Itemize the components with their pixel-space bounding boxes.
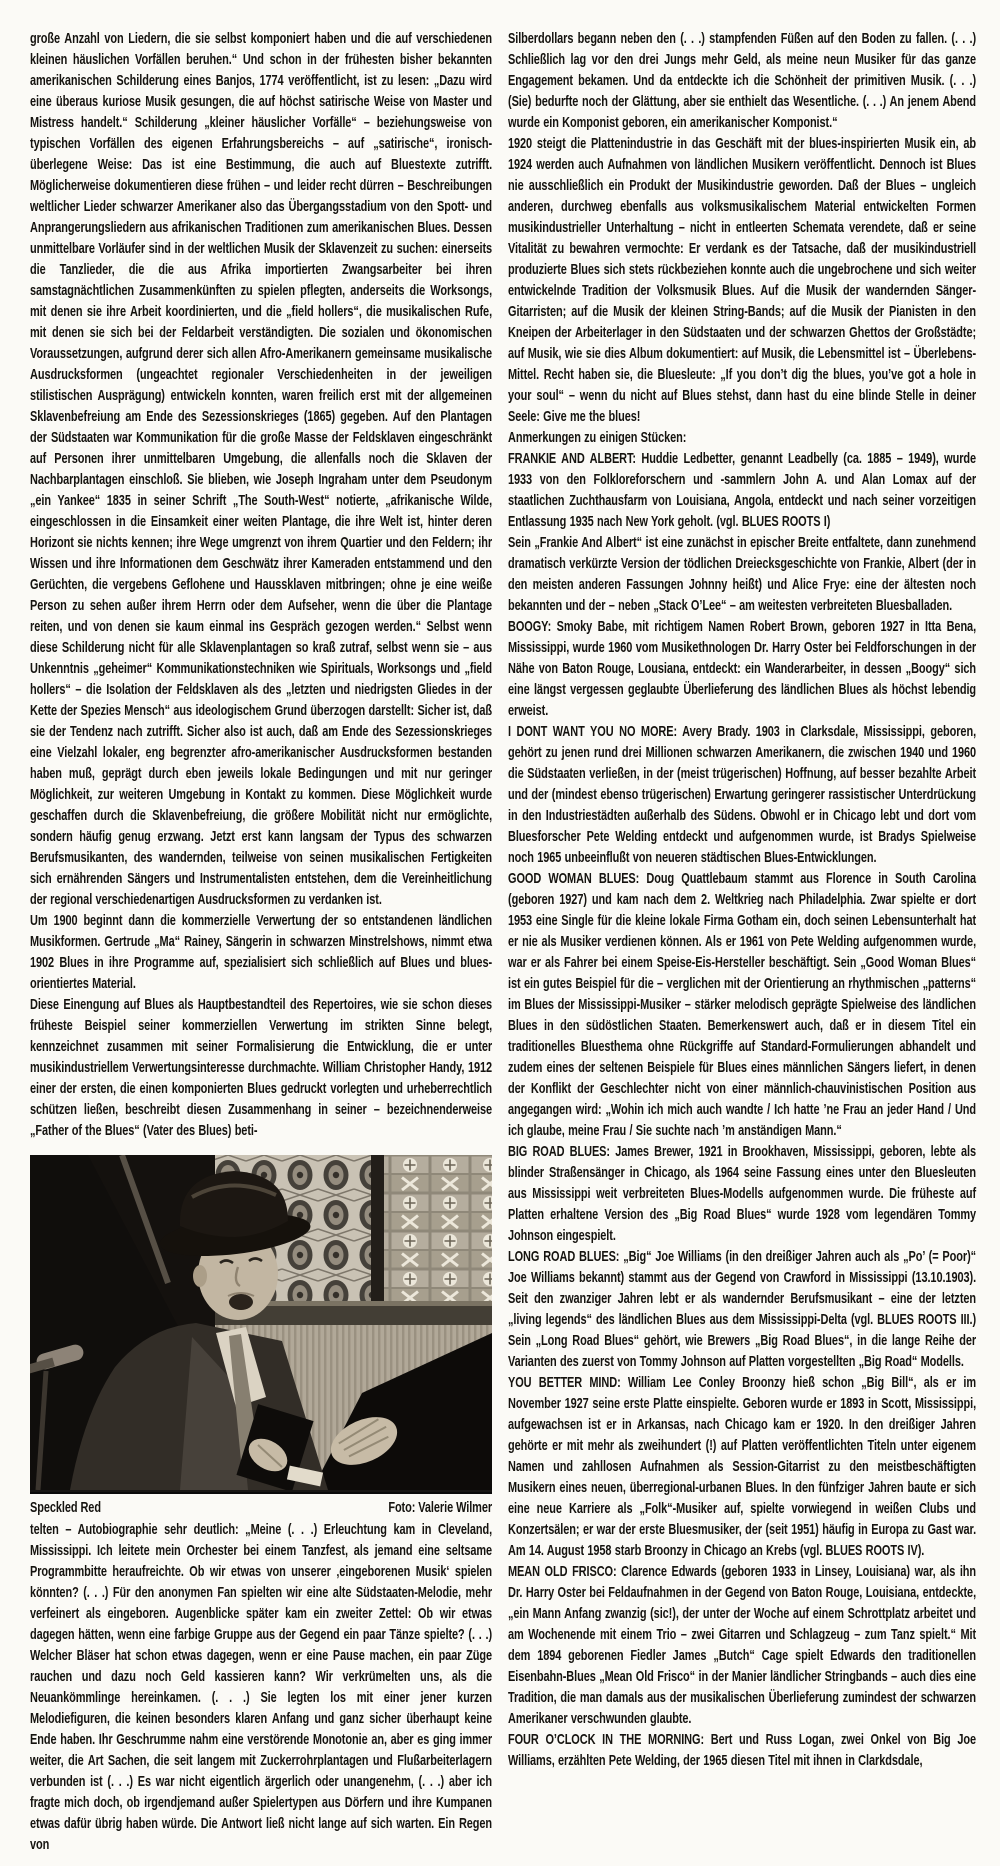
paragraph-intro: große Anzahl von Liedern, die sie selbst komponiert haben und die auf verschiedenen kleinen häuslichen Vorfällen beruhen.“ Und schon in der frühesten bisher bekannten amerikanischen Schilderung eines Banjos, 1774 veröffentlicht, ist zu lesen: „Dazu wird eine überaus kuriose Musik gesungen, die auf höchst satirische Weise von Master und Mistress handelt.“ Schilderung „kleiner häuslicher Vorfälle“ – beziehungsweise von typischen Vorfällen des eigenen Erfahrungsbereichs – auf „satirische“, ironisch-überlegene Weise: Das ist eine Bestimmung, die auch auf Bluestexte zutrifft. Möglicherweise dokumentieren diese frühen – und leider recht dürren – Beschreibungen weltlicher Lieder schwarzer Amerikaner also das Übergangsstadium von den Spott- und Anprangerungsliedern aus afrikanischen Traditionen zum amerikanischen Blues. Dessen unmittelbare Vorläufer sind in der weltlichen Musik der Sklavenzeit zu suchen: einerseits die Tanzlieder, die die aus Afrika importierten Zwangsarbeiter bei ihren samstagnächtlichen Zusammenkünften zu spielen pflegten, anderseits die Worksongs, mit denen sie ihre Arbeit koordinierten, und die „field hollers“, die musikalischen Rufe, mit denen sie sich bei der Feldarbeit verständigten. Die sozialen und ökonomischen Voraussetzungen, aufgrund derer sich allen Afro-Amerikanern gemeinsame musikalische Ausdrucksformen (ungeachtet regionaler Verschiedenheiten in der jeweiligen stilistischen Ausprägung) entwickeln konnten, waren freilich erst mit der allgemeinen Sklavenbefreiung am Ende des Sezessionskrieges (1865) gegeben. Auf den Plantagen der Südstaaten war Kommunikation für die große Masse der Feldsklaven eingeschränkt auf Personen ihrer unmittelbaren Umgebung, die allenfalls noch die Sklaven der Nachbarplantagen einschloß. Sie blieben, wie Joseph Ingraham unter dem Pseudonym „ein Yankee“ 1835 in seiner Schrift „The South-West“ notierte, „afrikanische Wilde, eingeschlossen in die Einsamkeit einer weiten Plantage, die ihre Welt ist, hinter deren Horizont sie nichts kennen; ihre Wege umgrenzt von ihrem Quartier und den Feldern; ihr Wissen und ihre Informationen dem Geschwätz ihrer Kameraden entstammend und den Gerüchten, die vergebens Geflohene und Haussklaven mitbringen; ohne je eine weiße Person zu sehen außer ihrem Herrn oder dem Aufseher, wenn die über die Plantage reiten, und von denen sie kaum einmal ins Gespräch gezogen werden.“ Selbst wenn diese Schilderung nicht für alle Sklavenplantagen so kraß zutraf, selbst wenn sie – aus Unkenntnis „geheimer“ Kommunikationstechniken wie Spirituals, Worksongs und „field hollers“ – die Isolation der Feldsklaven als des „letzten und niedrigsten Gliedes in der Kette der Spezies Mensch“ aus ideologischem Grund überzogen darstellt: Sicher ist, daß sie der Tendenz nach zutrifft. Sicher also ist auch, daß am Ende des Sezessionskrieges eine Vielzahl lokaler, eng begrenzter afro-amerikanischer Ausdrucksformen bestanden haben muß, geprägt durch eben jeweils lokale Bedingungen und mit nur geringer Möglichkeit, zur weiteren Umgebung in Kontakt zu kommen. Diese Möglichkeit wurde geschaffen durch die Sklavenbefreiung, die größere Mobilität nicht nur ermöglichte, sondern häufig genug erzwang. Jetzt erst kann langsam der Typus des schwarzen Berufsmusikanten, des wandernden, teilweise von seinen musikalischen Fertigkeiten sich ernährenden Sängers und Instrumentalisten entstehen, dem die Vereinheitlichung der regional verschiedenartigen Ausdrucksformen zu verdanken ist. [30, 30, 493, 908]
note-text: Huddie Ledbetter, genannt Leadbelly (ca. 1885 – 1949), wurde 1933 von den Folkloreforschern und -sammlern John A. und Alan Lomax auf der staatlichen Zuchthausfarm von Louisiana, Angola, entdeckt und nach seiner vorzeitigen Entlassung 1935 nach New York geholt. (vgl. BLUES ROOTS I) [508, 450, 977, 530]
paragraph-ma-rainey: Um 1900 beginnt dann die kommerzielle Verwertung der so entstandenen ländlichen Musikformen. Gertrude „Ma“ Rainey, Sängerin in schwarzen Minstrelshows, nimmt etwa 1902 Blues in ihre Programme auf, spezialisiert sich schließlich auf Blues und blues-orientiertes Material. [30, 912, 493, 992]
photo-caption-row [30, 1496, 492, 1519]
notes-header: Anmerkungen zu einigen Stücken: [508, 429, 687, 446]
note-text: Avery Brady. 1903 in Clarksdale, Mississippi, geboren, gehört zu jenen rund drei Millionen schwarzen Amerikanern, die zwischen 1940 und 1960 die Südstaaten verließen, in der (meist trügerischen) Hoffnung, auf besser bezahlte Arbeit und der (mindest ebenso trügerischen) Erwartung geringerer rassistischer Unterdrückung in den Industriestädten außerhalb des Südens. Obwohl er in Chicago lebt und dort vom Bluesforscher Pete Welding entdeckt und aufgenommen wurde, ist Bradys Spielweise noch 1965 unbeeinflußt von neueren städtischen Blues-Entwicklungen. [508, 723, 977, 866]
note-title: BOOGY: [508, 618, 557, 635]
photo-caption: Speckled Red [30, 1499, 101, 1516]
note-title: I DONT WANT YOU NO MORE: [508, 723, 683, 740]
note-text: Clarence Edwards (geboren 1933 in Linsey, Louisiana) war, als ihn Dr. Harry Oster bei Feldaufnahmen in der Gegend von Baton Rouge, Louisiana, entdeckte, „ein Mann Anfang zwanzig (sic!), der unter der Woche auf einem Schrottplatz arbeitet und am Wochenende mit einem Trio – zwei Gitarren und Schlagzeug – zum Tanz spielt.“ Mit dem 1894 geborenen Fiedler James „Butch“ Cage spielt Edwards den traditionellen Eisenbahn-Blues „Mean Old Frisco“ in der Manier ländlicher Stringbands – auch dies eine Tradition, die man damals aus der musikalischen Überlieferung zumindest der schwarzen Amerikaner verschwunden glaubte. [508, 1563, 977, 1727]
note-text: Smoky Babe, mit richtigem Namen Robert Brown, geboren 1927 in Itta Bena, Mississippi, wurde 1960 vom Musikethnologen Dr. Harry Oster bei Feldforschungen in der Nähe von Baton Rouge, Lousiana, entdeckt: ein Wanderarbeiter, in dessen „Boogy“ sich eine längst vergessen geglaubte Überlieferung des ländlichen Blues als höchst lebendig erweist. [508, 618, 977, 719]
note-text: Sein „Frankie And Albert“ ist eine zunächst in epischer Breite entfaltete, dann zunehmend dramatisch verkürzte Version der tödlichen Dreiecksgeschichte von Frankie, Albert (der in den meisten anderen Fassungen Johnny heißt) und Alice Frye: eine der ältesten noch bekannten und der – neben „Stack O’Lee“ – am weitesten verbreiteten Bluesballaden. [508, 534, 977, 614]
note-text: Bert und Russ Logan, zwei Onkel von Big Joe Williams, erzählten Pete Welding, der 1965 diesen Titel mit ihnen in Clarkdsdale, [508, 1731, 977, 1769]
paragraph-autobiography: telten – Autobiographie sehr deutlich: „Meine (. . .) Erleuchtung kam in Cleveland, Mississippi. Ich leitete mein Orchester bei einem Tanzfest, als jemand eine seltsame Programmbitte heraufreichte. Ob wir etwas von unserer ‚eingeborenen Musik‘ spielen könnten? (. . .) Für den anonymen Fan spielten wir eine alte Südstaaten-Melodie, mehr verfeinert als eingeboren. Augenblicke später kam ein zweiter Zettel: Ob wir etwas dagegen hätten, wenn eine farbige Gruppe aus der Gegend ein paar Tänze spielte? (. . .) Welcher Bläser hat schon etwas dagegen, wenn er eine Pause machen, ein paar Züge rauchen und dazu noch Geld kassieren kann? Wir verkrümelten uns, als die Neuankömmlinge hereinkamen. (. . .) Sie legten los mit einer jener kurzen Melodiefiguren, die keinen besonders klaren Anfang und ganz sicher überhaupt keine Ende haben. Ihr Geschrumme nahm eine verstörende Monotonie an, aber es ging immer weiter, die Art Sachen, die seit langem mit Zuckerrohrplantagen und Flußarbeiterlagern verbunden ist (. . .) Es war nicht eigentlich ärgerlich oder unangenehm, (. . .) aber ich fragte mich doch, ob irgendjemand außer Spielertypen aus Dörfern und ihre Kumpanen etwas dafür übrig haben würde. Die Antwort ließ nicht lange auf sich warten. Ein Regen von [30, 1521, 493, 1853]
note-text: William Lee Conley Broonzy hieß schon „Big Bill“, als er im November 1927 seine erste Platte einspielte. Geboren wurde er 1893 in Scott, Mississippi, aufgewachsen ist er in Arkansas, nach Chicago kam er 1920. In den dreißiger Jahren gehörte er mit mehr als zweihundert (!) auf Platten veröffentlichten Titeln unter eigenem Namen und zahllosen Aufnahmen als Session-Gitarrist zu den meistbeschäftigten Musikern eines neuen, überregional-urbanen Blues. In den fünfziger Jahren baute er sich eine neue Karriere als „Folk“-Musiker auf, spielte vorwiegend in weißen Clubs und Konzertsälen; er war der erste Bluesmusiker, der (seit 1951) häufig in Europa zu Gast war. Am 14. August 1958 starb Broonzy in Chicago an Krebs (vgl. BLUES ROOTS IV). [508, 1374, 977, 1559]
note-good-woman-blues [508, 868, 976, 1141]
note-title: MEAN OLD FRISCO: [508, 1563, 622, 1580]
right-column [508, 28, 976, 1771]
note-four-oclock-in-the-morning [508, 1729, 976, 1771]
note-frankie-and-albert-2 [508, 532, 976, 616]
paragraph-recording-industry: 1920 steigt die Plattenindustrie in das Geschäft mit der blues-inspirierten Musik ein, ab 1924 werden auch Aufnahmen von ländlichen Musikern veröffentlicht. Dennoch ist Blues nie ausschließlich ein Produkt der Musikindustrie geworden. Daß der Blues – ungleich anderen, durchweg ebenfalls aus volksmusikalischem Material entwickelten Formen musikindustrieller Unterhaltung – nicht in entleerten Schemata verendete, daß er seine Vitalität zu bewahren vermochte: Er verdank es der Tatsache, daß der musikindustriell produzierte Blues sich stets rückbeziehen konnte auch die ungebrochene und sich weiter entwickelnde Tradition der Volksmusik Blues. Auf die Musik der wandernden Sänger-Gitarristen; auf die Musik der kleinen String-Bands; auf die Musik der Pianisten in den Kneipen der Arbeiterlager in den Südstaaten und der schwarzen Ghettos der Großstädte; auf Musik, wie sie dies Album dokumentiert: auf Musik, die Lebensmittel ist – Überlebens-Mittel. Recht haben sie, die Bluesleute: „If you don’t dig the blues, you’ve got a hole in your soul“ – wenn du nicht auf Blues stehst, dann hast du eine blinde Stelle in deiner Seele: Give me the blues! [508, 135, 977, 425]
note-text: Doug Quattlebaum stammt aus Florence in South Carolina (geboren 1927) und kam nach dem 2. Weltkrieg nach Philadelphia. Zwar spielte er dort 1953 eine Single für die kleine lokale Firma Gotham ein, doch seinen Lebensunterhalt hat er nie als Musiker verdienen können. Als er 1961 von Pete Welding aufgenommen wurde, war er als Fahrer bei einem Speise-Eis-Hersteller beschäftigt. Sein „Good Woman Blues“ ist ein gutes Beispiel für die – verglichen mit der Orientierung an rhythmischen „patterns“ im Blues der Mississippi-Musiker – stärker melodisch geprägte Spielweise des ländlichen Blues in den südöstlichen Staaten. Bemerkenswert auch, daß er in diesem Titel ein traditionelles Bluesthema ohne Rückgriffe auf Standard-Formulierungen abhandelt und zudem eines der seltenen Beispiele für Blues eines männlichen Sängers liefert, in denen der Konflikt der Geschlechter nicht von einer männlich-chauvinistischen Position aus angegangen wird: „Wohin ich mich auch wandte / Ich hatte ’ne Frau an jeder Hand / Und ich glaube, meine Frau / Sie suchte nach ’m anständigen Mann.“ [508, 870, 977, 1139]
note-you-better-mind [508, 1372, 976, 1561]
note-title: YOU BETTER MIND: [508, 1374, 628, 1391]
note-title: FOUR O’CLOCK IN THE MORNING: [508, 1731, 711, 1748]
note-title: LONG ROAD BLUES: [508, 1248, 624, 1265]
note-title: GOOD WOMAN BLUES: [508, 870, 647, 887]
paragraph-silberdollars: Silberdollars begann neben den (. . .) stampfenden Füßen auf den Boden zu fallen. (. . .) Schließlich lag vor den drei Jungs mehr Geld, als meine neun Musiker für das ganze Engagement bekamen. Und da entdeckte ich die Schönheit der primitiven Musik. (. . .) (Sie) bedurfte noch der Glättung, aber sie enthielt das Wesentliche. (. . .) An jenem Abend wurde ein Komponist geboren, ein amerikanischer Komponist.“ [508, 30, 977, 131]
paragraph-handy: Diese Einengung auf Blues als Hauptbestandteil des Repertoires, wie sie schon dieses früheste Beispiel seiner kommerziellen Verwertung im strikten Sinne belegt, kennzeichnet zusammen mit seiner Formalisierung die Entwicklung, die er unter musikindustriellem Verwertungsinteresse durchmachte. William Christopher Handy, 1912 einer der ersten, die einen komponierten Blues gedruckt vorlegten und urheberrechtlich schützen ließen, beschreibt diesen Zusammenhang in seiner – bezeichnenderweise „Father of the Blues“ (Vater des Blues) beti- [30, 996, 493, 1139]
note-mean-old-frisco [508, 1561, 976, 1729]
note-i-dont-want-you-no-more [508, 721, 976, 868]
note-frankie-and-albert [508, 448, 976, 532]
note-long-road-blues [508, 1246, 976, 1372]
note-text: James Brewer, 1921 in Brookhaven, Mississippi, geboren, lebte als blinder Straßensänger in Chicago, als 1964 seine Fassung eines unter den Bluesleuten aus Mississippi weit verbreiteten Blues-Modells aufgenommen wurde. Die früheste auf Platten erhaltene Version des „Big Road Blues“ wurde 1928 vom legendären Tommy Johnson eingespielt. [508, 1143, 977, 1244]
note-title: BIG ROAD BLUES: [508, 1143, 616, 1160]
left-column [30, 28, 492, 1855]
speckled-red-photo-art [30, 1155, 492, 1490]
note-text: „Big“ Joe Williams (in den dreißiger Jahren auch als „Po’ (= Poor)“ Joe Williams bekannt) stammt aus der Gegend von Crawford in Mississippi (13.10.1903). Seit den zwanziger Jahren lebt er als wandernder Berufsmusikant – eine der letzten „living legends“ des ländlichen Blues aus dem Mississippi-Delta (vgl. BLUES ROOTS III.) Sein „Long Road Blues“ gehört, wie Brewers „Big Road Blues“, in die lange Reihe der Varianten des zuerst von Tommy Johnson auf Platten vorgestellten „Big Road“ Modells. [508, 1248, 977, 1370]
note-title: FRANKIE AND ALBERT: [508, 450, 642, 467]
note-boogy [508, 616, 976, 721]
note-big-road-blues [508, 1141, 976, 1246]
photo-credit: Foto: Valerie Wilmer [388, 1499, 493, 1516]
speckled-red-photo [30, 1155, 492, 1494]
